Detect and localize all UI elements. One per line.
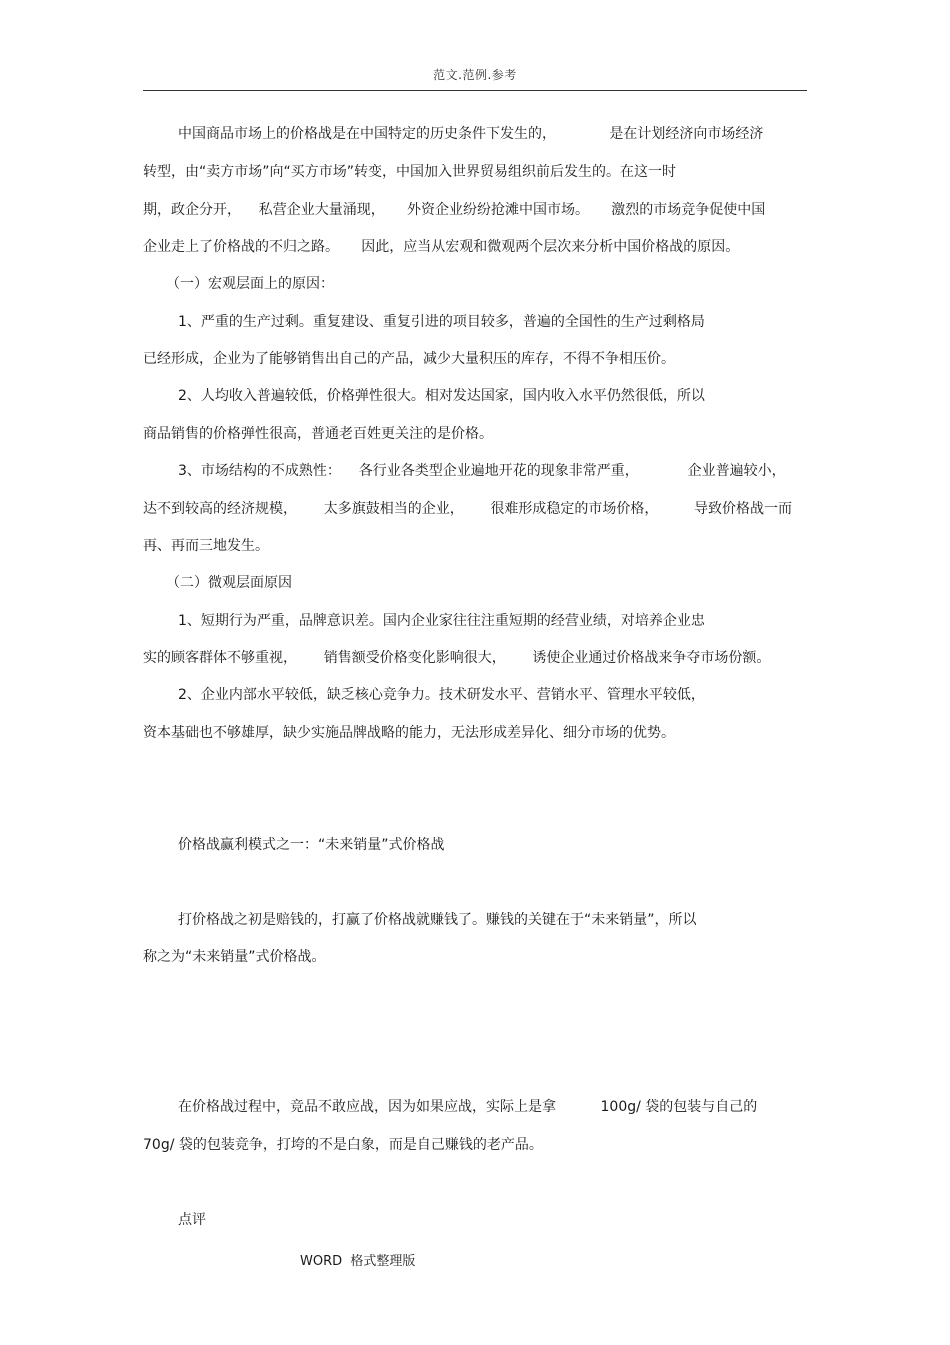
paragraph-line: 1、严重的生产过剩。重复建设、重复引进的项目较多，普遍的全国性的生产过剩格局	[178, 314, 705, 330]
paragraph-line: 再、再而三地发生。	[143, 538, 269, 554]
section-heading: （二）微观层面原因	[166, 575, 292, 591]
paragraph-line: 2、人均收入普遍较低，价格弹性很大。相对发达国家，国内收入水平仍然很低，所以	[178, 388, 705, 404]
paragraph-line: 已经形成，企业为了能够销售出自己的产品，减少大量积压的库存，不得不争相压价。	[143, 351, 675, 367]
paragraph-line: 70g/ 袋的包装竞争，打垮的不是白象，而是自己赚钱的老产品。	[143, 1137, 543, 1153]
paragraph-line: 资本基础也不够雄厚，缺少实施品牌战略的能力，无法形成差异化、细分市场的优势。	[143, 725, 675, 741]
paragraph-line: 2、企业内部水平较低，缺乏核心竞争力。技术研发水平、营销水平、管理水平较低，	[178, 687, 705, 703]
paragraph-line: 商品销售的价格弹性很高，普通老百姓更关注的是价格。	[143, 426, 493, 442]
paragraph-line: 3、市场结构的不成熟性： 各行业各类型企业遍地开花的现象非常严重， 企业普遍较小，	[178, 463, 786, 479]
paragraph-line: 在价格战过程中，竞品不敢应战，因为如果应战，实际上是拿 100g/ 袋的包装与自己的	[178, 1099, 758, 1115]
section-heading: （一）宏观层面上的原因：	[166, 276, 334, 292]
page-header: 范文.范例.参考	[433, 68, 517, 82]
paragraph-line: 点评	[178, 1212, 206, 1228]
page-footer: WORD 格式整理版	[300, 1254, 416, 1269]
paragraph-line: 达不到较高的经济规模， 太多旗鼓相当的企业， 很难形成稳定的市场价格， 导致价格战一而	[143, 501, 793, 517]
paragraph-line: 转型，由“卖方市场”向“买方市场”转变，中国加入世界贸易组织前后发生的。在这一时	[143, 164, 677, 180]
header-divider	[143, 90, 807, 91]
paragraph-line: 打价格战之初是赔钱的，打赢了价格战就赚钱了。赚钱的关键在于“未来销量”，所以	[178, 912, 697, 928]
paragraph-line: 企业走上了价格战的不归之路。 因此，应当从宏观和微观两个层次来分析中国价格战的原因。	[143, 239, 740, 255]
paragraph-line: 中国商品市场上的价格战是在中国特定的历史条件下发生的， 是在计划经济向市场经济	[178, 126, 764, 142]
paragraph-line: 实的顾客群体不够重视， 销售额受价格变化影响很大， 诱使企业通过价格战来争夺市场份额。	[143, 650, 771, 666]
paragraph-line: 1、短期行为严重，品牌意识差。国内企业家往往注重短期的经营业绩，对培养企业忠	[178, 613, 705, 629]
paragraph-line: 期，政企分开， 私营企业大量涌现， 外资企业纷纷抢滩中国市场。 激烈的市场竞争促使中国	[143, 202, 766, 218]
subheading: 价格战赢利模式之一：“未来销量”式价格战	[178, 837, 445, 853]
paragraph-line: 称之为“未来销量”式价格战。	[143, 949, 326, 965]
